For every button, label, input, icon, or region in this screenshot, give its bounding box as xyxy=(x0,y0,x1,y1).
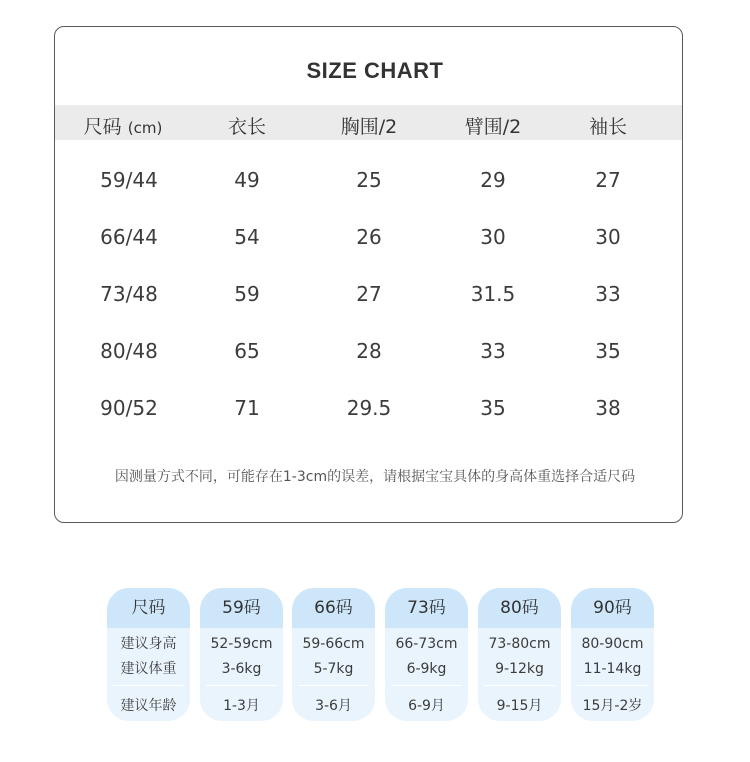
cell-size: 80/48 xyxy=(100,339,158,363)
guide-weight: 3-6kg xyxy=(221,661,262,677)
guide-age: 15月-2岁 xyxy=(582,698,643,714)
guide-column-body xyxy=(571,632,654,682)
guide-column-head: 66码 xyxy=(292,588,375,628)
cell-arm: 29 xyxy=(480,168,506,192)
guide-label-column xyxy=(107,588,190,721)
guide-column-head: 73码 xyxy=(385,588,468,628)
cell-arm: 35 xyxy=(480,396,506,420)
cell-arm: 30 xyxy=(480,225,506,249)
cell-sleeve: 38 xyxy=(595,396,621,420)
guide-label-age: 建议年龄 xyxy=(120,698,177,714)
cell-size: 90/52 xyxy=(100,396,158,420)
guide-label-head: 尺码 xyxy=(107,588,190,628)
table-row xyxy=(0,396,750,426)
chart-title: SIZE CHART xyxy=(306,58,444,83)
size-chart-card xyxy=(54,26,683,523)
guide-column-66 xyxy=(292,588,375,721)
divider xyxy=(484,685,555,686)
cell-chest: 28 xyxy=(356,339,382,363)
header-chest: 胸围/2 xyxy=(340,116,398,138)
cell-sleeve: 33 xyxy=(595,282,621,306)
guide-column-body xyxy=(292,632,375,682)
divider xyxy=(391,685,462,686)
guide-age: 9-15月 xyxy=(496,698,543,714)
header-length: 衣长 xyxy=(227,116,267,138)
divider xyxy=(113,685,184,686)
cell-sleeve: 30 xyxy=(595,225,621,249)
guide-weight: 9-12kg xyxy=(495,661,544,677)
guide-age: 3-6月 xyxy=(315,698,352,714)
header-size xyxy=(84,112,163,139)
table-row xyxy=(0,168,750,198)
cell-size: 66/44 xyxy=(100,225,158,249)
cell-size: 73/48 xyxy=(100,282,158,306)
table-row xyxy=(0,282,750,312)
guide-column-head: 59码 xyxy=(200,588,283,628)
guide-age: 1-3月 xyxy=(223,698,260,714)
cell-length: 49 xyxy=(234,168,260,192)
cell-chest: 26 xyxy=(356,225,382,249)
guide-height: 80-90cm xyxy=(581,636,644,652)
guide-height: 66-73cm xyxy=(395,636,458,652)
guide-column-head: 80码 xyxy=(478,588,561,628)
guide-weight: 11-14kg xyxy=(583,661,642,677)
guide-column-body xyxy=(478,632,561,682)
guide-weight: 5-7kg xyxy=(313,661,354,677)
cell-length: 65 xyxy=(234,339,260,363)
guide-label-weight: 建议体重 xyxy=(120,661,177,677)
guide-column-body xyxy=(200,632,283,682)
cell-chest: 25 xyxy=(356,168,382,192)
guide-height: 59-66cm xyxy=(302,636,365,652)
divider xyxy=(577,685,648,686)
cell-arm: 31.5 xyxy=(470,282,516,306)
guide-column-73 xyxy=(385,588,468,721)
guide-height: 52-59cm xyxy=(210,636,273,652)
guide-column-head: 90码 xyxy=(571,588,654,628)
divider xyxy=(206,685,277,686)
guide-height: 73-80cm xyxy=(488,636,551,652)
guide-column-80 xyxy=(478,588,561,721)
divider xyxy=(298,685,369,686)
cell-length: 71 xyxy=(234,396,260,420)
guide-label-height: 建议身高 xyxy=(120,636,177,652)
cell-length: 59 xyxy=(234,282,260,306)
cell-sleeve: 35 xyxy=(595,339,621,363)
cell-sleeve: 27 xyxy=(595,168,621,192)
cell-chest: 27 xyxy=(356,282,382,306)
guide-age: 6-9月 xyxy=(408,698,445,714)
measurement-note: 因测量方式不同，可能存在1-3cm的误差，请根据宝宝具体的身高体重选择合适尺码 xyxy=(114,469,636,485)
header-arm: 臂围/2 xyxy=(464,116,522,138)
guide-column-59 xyxy=(200,588,283,721)
header-size-label: 尺码 xyxy=(83,116,122,138)
cell-arm: 33 xyxy=(480,339,506,363)
cell-chest: 29.5 xyxy=(346,396,392,420)
cell-size: 59/44 xyxy=(100,168,158,192)
table-row xyxy=(0,339,750,369)
cell-length: 54 xyxy=(234,225,260,249)
table-row xyxy=(0,225,750,255)
header-size-unit: (cm) xyxy=(127,119,163,137)
header-sleeve: 袖长 xyxy=(588,116,628,138)
guide-weight: 6-9kg xyxy=(406,661,447,677)
guide-column-90 xyxy=(571,588,654,721)
guide-column-body xyxy=(385,632,468,682)
guide-label-body xyxy=(107,632,190,682)
